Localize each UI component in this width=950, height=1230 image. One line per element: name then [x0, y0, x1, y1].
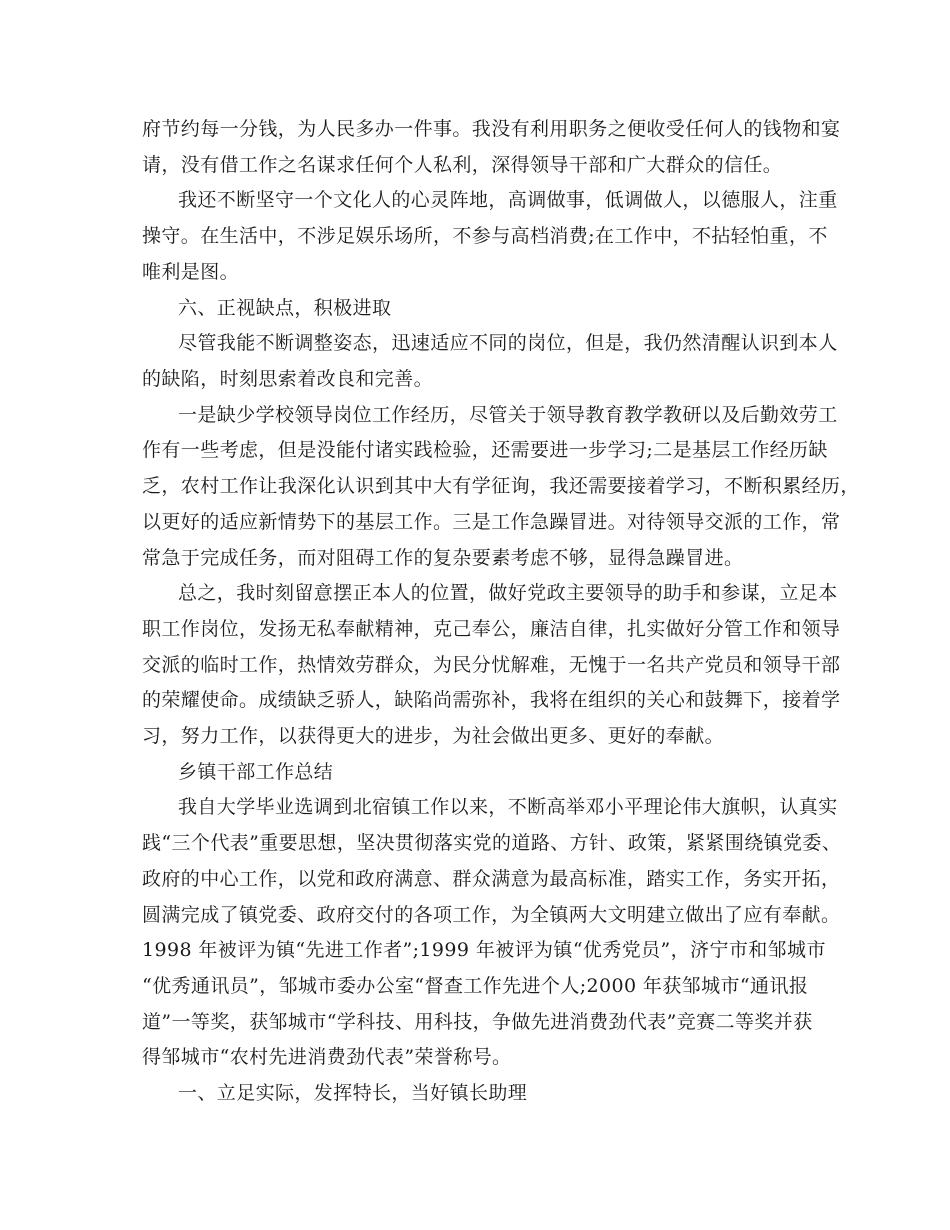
- text-line: 操守。在生活中，不涉足娱乐场所，不参与高档消费;在工作中，不拈轻怕重，不: [142, 225, 828, 247]
- text-line: 请，没有借工作之名谋求任何个人私利，深得领导干部和广大群众的信任。: [142, 154, 783, 176]
- document-title: 乡镇干部工作总结: [178, 761, 334, 783]
- text-line: 1998 年被评为镇“先进工作者”;1999 年被评为镇“优秀党员”，济宁市和邹城市: [142, 939, 826, 961]
- text-line: 得邹城市“农村先进消费劲代表”荣誉称号。: [142, 1046, 512, 1068]
- paragraph-start-line: 我自大学毕业选调到北宿镇工作以来，不断高举邓小平理论伟大旗帜，认真实: [178, 796, 838, 818]
- paragraph-start-line: 尽管我能不断调整姿态，迅速适应不同的岗位，但是，我仍然清醒认识到本人: [178, 332, 838, 354]
- text-line: 作有一些考虑，但是没能付诸实践检验，还需要进一步学习;二是基层工作经历缺: [142, 439, 828, 461]
- text-line: 圆满完成了镇党委、政府交付的各项工作，为全镇两大文明建立做出了应有奉献。: [142, 904, 841, 926]
- text-line: 的荣耀使命。成绩缺乏骄人，缺陷尚需弥补，我将在组织的关心和鼓舞下，接着学: [142, 689, 841, 711]
- text-line: 践“三个代表”重要思想，坚决贯彻落实党的道路、方针、政策，紧紧围绕镇党委、: [142, 832, 842, 854]
- text-line: 以更好的适应新情势下的基层工作。三是工作急躁冒进。对待领导交派的工作，常: [142, 511, 841, 533]
- text-line: 府节约每一分钱，为人民多办一件事。我没有利用职务之便收受任何人的钱物和宴: [142, 118, 841, 140]
- text-line: “优秀通讯员”，邹城市委办公室“督查工作先进个人;2000 年获邹城市“通讯报: [142, 975, 809, 997]
- text-line: 乏，农村工作让我深化认识到其中大有学征询，我还需要接着学习，不断积累经历，: [142, 475, 860, 497]
- text-line: 交派的临时工作，热情效劳群众，为民分忧解难，无愧于一名共产党员和领导干部: [142, 654, 841, 676]
- section-heading: 一、立足实际，发挥特长，当好镇长助理: [178, 1082, 528, 1104]
- text-line: 唯利是图。: [142, 261, 240, 283]
- text-line: 政府的中心工作，以党和政府满意、群众满意为最高标准，踏实工作，务实开拓，: [142, 868, 841, 890]
- text-line: 习，努力工作，以获得更大的进步，为社会做出更多、更好的奉献。: [142, 725, 725, 747]
- section-heading: 六、正视缺点，积极进取: [178, 297, 392, 319]
- text-line: 职工作岗位，发扬无私奉献精神，克己奉公，廉洁自律，扎实做好分管工作和领导: [142, 618, 841, 640]
- text-line: 的缺陷，时刻思索着改良和完善。: [142, 368, 434, 390]
- paragraph-start-line: 一是缺少学校领导岗位工作经历，尽管关于领导教育教学教研以及后勤效劳工: [178, 404, 838, 426]
- text-line: 道”一等奖，获邹城市“学科技、用科技，争做先进消费劲代表”竞赛二等奖并获: [142, 1011, 813, 1033]
- paragraph-start-line: 我还不断坚守一个文化人的心灵阵地，高调做事，低调做人，以德服人，注重: [178, 189, 838, 211]
- text-line: 常急于完成任务，而对阻碍工作的复杂要素考虑不够，显得急躁冒进。: [142, 547, 744, 569]
- paragraph-start-line: 总之，我时刻留意摆正本人的位置，做好党政主要领导的助手和参谋，立足本: [178, 582, 838, 604]
